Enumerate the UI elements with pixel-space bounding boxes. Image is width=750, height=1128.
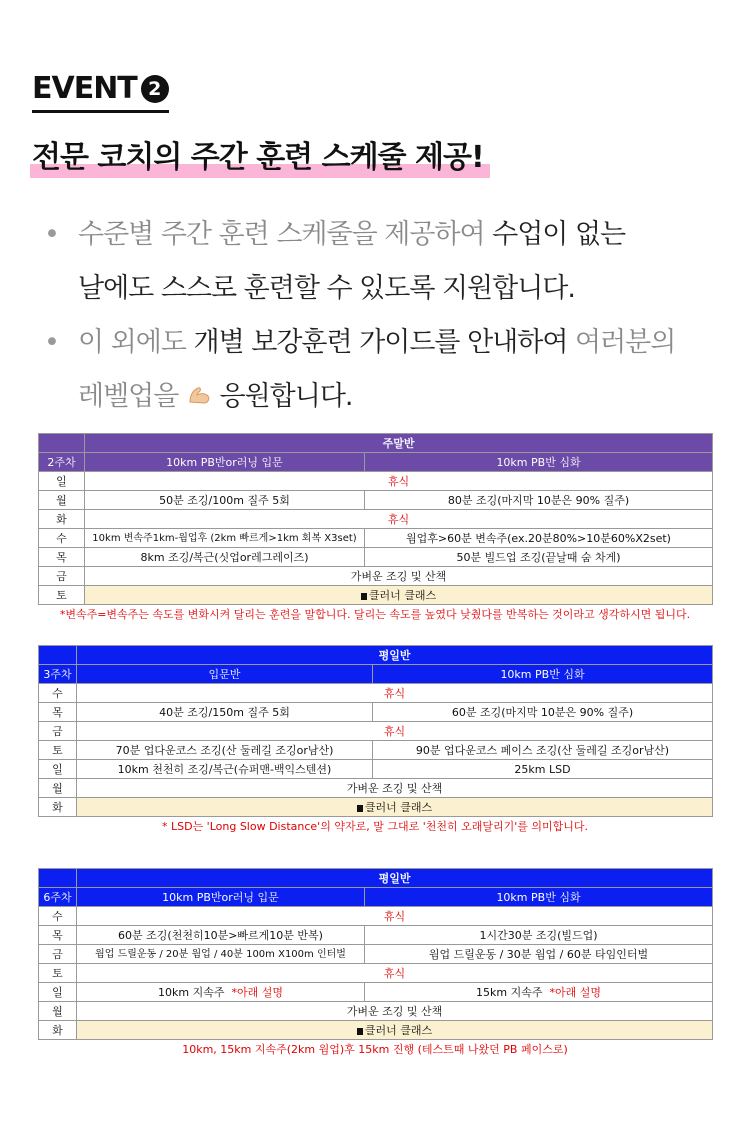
day-cell: 일: [39, 983, 77, 1002]
rest-cell: 휴식: [85, 510, 713, 529]
rest-cell: 휴식: [77, 722, 713, 741]
schedule-table-weekday-6: [38, 868, 712, 1060]
table-title: 평일반: [77, 869, 713, 888]
day-cell: 토: [39, 586, 85, 605]
class-text: 클러너 클래스: [364, 1023, 433, 1037]
flexed-biceps-icon: [186, 382, 212, 408]
note-ref: *아래 설명: [231, 985, 283, 999]
day-cell: 화: [39, 798, 77, 817]
headline-text: 전문 코치의 주간 훈련 스케줄 제공!: [32, 140, 484, 175]
bullet-1-gray-text: 수준별 주간 훈련 스케줄을 제공하여: [78, 219, 485, 250]
day-cell: 화: [39, 510, 85, 529]
week-label: 6주차: [39, 888, 77, 907]
event-number-badge: 2: [141, 75, 169, 103]
week-label: 2주차: [39, 453, 85, 472]
col-header-1: 10km PB반or러닝 입문: [85, 453, 365, 472]
plan-cell: 1시간30분 조깅(빌드업): [365, 926, 713, 945]
table-row: [39, 945, 713, 964]
bullet-list: [40, 208, 730, 424]
headline: [32, 138, 484, 178]
event-text: EVENT: [32, 71, 137, 106]
rest-cell: 휴식: [77, 907, 713, 926]
day-cell: 금: [39, 722, 77, 741]
table-corner: [39, 434, 85, 453]
table-corner: [39, 869, 77, 888]
table-row: [39, 1002, 713, 1021]
class-cell: [77, 1021, 713, 1040]
plan-cell: 10km 천천히 조깅/복근(슈퍼맨-백익스텐션): [77, 760, 373, 779]
plan-cell: 웜업 드릴운동 / 30분 웜업 / 60분 타임인터벌: [365, 945, 713, 964]
table-row: [39, 926, 713, 945]
class-text: 클러너 클래스: [368, 588, 437, 602]
rest-cell: 휴식: [77, 684, 713, 703]
bullet-1-dark-text: 수업이 없는: [484, 219, 626, 250]
plan-cell: 50분 빌드업 조깅(끝날때 숨 차게): [365, 548, 713, 567]
col-header-1: 입문반: [77, 665, 373, 684]
table-corner: [39, 646, 77, 665]
plan-cell: 10km 변속주1km-웜업후 (2km 빠르게>1km 회복 X3set): [85, 529, 365, 548]
day-cell: 월: [39, 779, 77, 798]
merged-cell: 가벼운 조깅 및 산책: [77, 1002, 713, 1021]
col-header-1: 10km PB반or러닝 입문: [77, 888, 365, 907]
class-cell: [77, 798, 713, 817]
plan-cell: 90분 업다운코스 페이스 조깅(산 둘레길 조깅or남산): [373, 741, 713, 760]
table-row: [39, 779, 713, 798]
bullet-dot: •: [44, 327, 59, 358]
plan-cell: [77, 983, 365, 1002]
table-row: [39, 472, 713, 491]
merged-cell: 가벼운 조깅 및 산책: [77, 779, 713, 798]
class-text: 클러너 클래스: [364, 800, 433, 814]
table-row: [39, 586, 713, 605]
plan-cell: 웜업 드릴운동 / 20분 웜업 / 40분 100m X100m 인터벌: [77, 945, 365, 964]
table-row: [39, 722, 713, 741]
table-note: *변속주=변속주는 속도를 변화시켜 달리는 훈련을 말합니다. 달리는 속도를 높였다 낮췄다를 반복하는 것이라고 생각하시면 됩니다.: [59, 608, 691, 621]
day-cell: 월: [39, 491, 85, 510]
plan-cell: 70분 업다운코스 조깅(산 둘레길 조깅or남산): [77, 741, 373, 760]
table-row: [39, 684, 713, 703]
table-row: [39, 567, 713, 586]
plan-cell: 60분 조깅(천천히10분>빠르게10분 반복): [77, 926, 365, 945]
day-cell: 토: [39, 741, 77, 760]
plan-text: 15km 지속주: [476, 985, 543, 999]
square-icon: [361, 593, 367, 600]
bullet-2-gray-text: 이 외에도: [78, 327, 186, 358]
table-title: 주말반: [85, 434, 713, 453]
table-note: 10km, 15km 지속주(2km 웜업)후 15km 진행 (테스트때 나왔던 PB 페이스로): [182, 1043, 568, 1056]
day-cell: 월: [39, 1002, 77, 1021]
table-row: [39, 964, 713, 983]
table-row: [39, 548, 713, 567]
square-icon: [357, 805, 363, 812]
square-icon: [357, 1028, 363, 1035]
plan-cell: 60분 조깅(마지막 10분은 90% 질주): [373, 703, 713, 722]
table-row: [39, 510, 713, 529]
event-label: [32, 70, 169, 113]
day-cell: 수: [39, 529, 85, 548]
table-row: [39, 798, 713, 817]
rest-cell: 휴식: [85, 472, 713, 491]
day-cell: 목: [39, 703, 77, 722]
schedule-table-weekend: [38, 433, 712, 625]
table-row: [39, 760, 713, 779]
week-label: 3주차: [39, 665, 77, 684]
bullet-dot: •: [44, 219, 59, 250]
rest-cell: 휴식: [77, 964, 713, 983]
day-cell: 수: [39, 684, 77, 703]
bullet-item-1: [40, 208, 730, 316]
bullet-item-2: [40, 316, 730, 424]
table-row: [39, 703, 713, 722]
day-cell: 화: [39, 1021, 77, 1040]
col-header-2: 10km PB반 심화: [365, 453, 713, 472]
class-cell: [85, 586, 713, 605]
day-cell: 일: [39, 760, 77, 779]
table-row: [39, 983, 713, 1002]
day-cell: 목: [39, 926, 77, 945]
plan-cell: [365, 983, 713, 1002]
day-cell: 수: [39, 907, 77, 926]
plan-cell: 80분 조깅(마지막 10분은 90% 질주): [365, 491, 713, 510]
table-title: 평일반: [77, 646, 713, 665]
plan-cell: 40분 조깅/150m 질주 5회: [77, 703, 373, 722]
day-cell: 일: [39, 472, 85, 491]
day-cell: 토: [39, 964, 77, 983]
table-row: [39, 907, 713, 926]
table-note: * LSD는 'Long Slow Distance'의 약자로, 말 그대로 '천천히 오래달리기'를 의미합니다.: [161, 820, 588, 833]
day-cell: 금: [39, 945, 77, 964]
bullet-2-line2-gray: 레벨업을: [78, 381, 179, 412]
plan-text: 10km 지속주: [158, 985, 225, 999]
bullet-1-line2: 날에도 스스로 훈련할 수 있도록 지원합니다.: [78, 273, 575, 304]
plan-cell: 25km LSD: [373, 760, 713, 779]
note-ref: *아래 설명: [549, 985, 601, 999]
bullet-2-dark-text: 개별 보강훈련 가이드를 안내하여: [185, 327, 575, 358]
schedule-table-weekday-3: [38, 645, 712, 837]
col-header-2: 10km PB반 심화: [365, 888, 713, 907]
plan-cell: 50분 조깅/100m 질주 5회: [85, 491, 365, 510]
plan-cell: 웜업후>60분 변속주(ex.20분80%>10분60%X2set): [365, 529, 713, 548]
table-row: [39, 529, 713, 548]
table-row: [39, 491, 713, 510]
day-cell: 금: [39, 567, 85, 586]
table-row: [39, 1021, 713, 1040]
bullet-2-line2-dark: 응원합니다.: [219, 381, 353, 412]
plan-cell: 8km 조깅/복근(싯업or레그레이즈): [85, 548, 365, 567]
merged-cell: 가벼운 조깅 및 산책: [85, 567, 713, 586]
table-row: [39, 741, 713, 760]
bullet-2-gray-text-2: 여러분의: [574, 327, 676, 358]
day-cell: 목: [39, 548, 85, 567]
col-header-2: 10km PB반 심화: [373, 665, 713, 684]
